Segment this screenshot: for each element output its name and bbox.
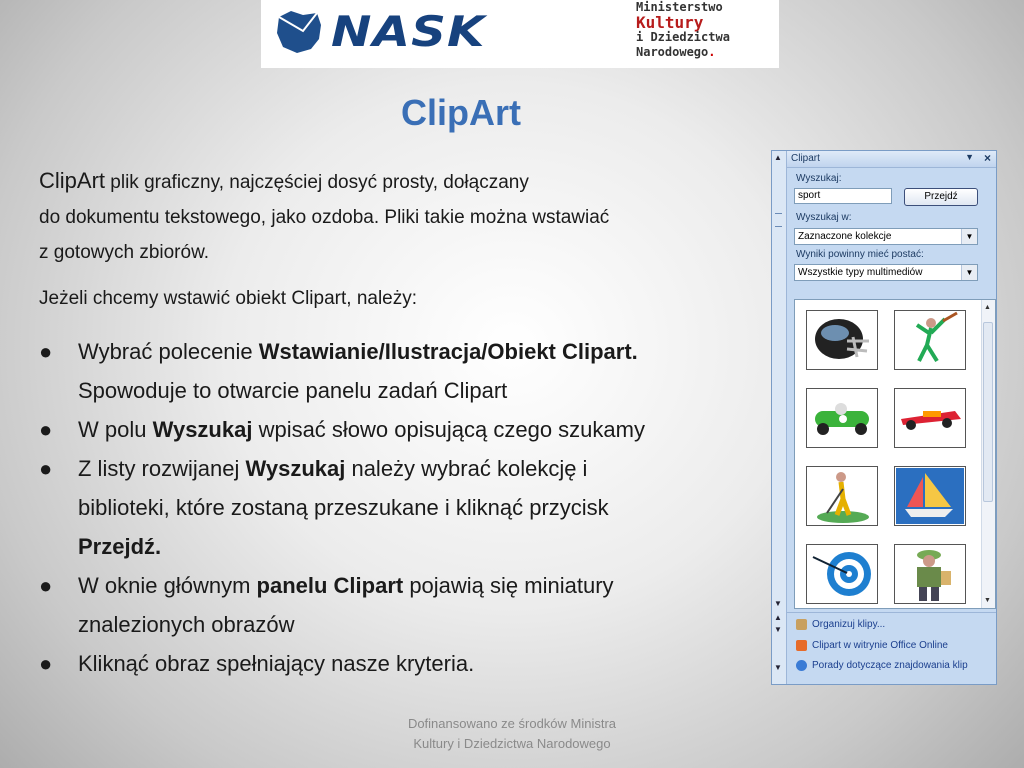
search-label: Wyszukaj: (796, 173, 842, 184)
explorer-icon (895, 545, 965, 603)
intro-term: ClipArt (39, 168, 106, 193)
chevron-down-icon[interactable]: ▼ (961, 265, 977, 280)
scroll-up-arrow-icon[interactable]: ▲ (774, 153, 782, 162)
results-scrollbar[interactable] (981, 300, 995, 608)
search-tips-link[interactable]: Porady dotyczące znajdowania klip (796, 660, 968, 671)
scroll-down-arrow-icon[interactable]: ▼ (984, 597, 991, 604)
nask-map-icon (273, 9, 325, 55)
clipart-thumb-baseball[interactable] (894, 310, 966, 370)
clipart-thumb-formula[interactable] (894, 388, 966, 448)
scroll-up-arrow-icon[interactable]: ▲ (984, 304, 991, 311)
golfer-icon (807, 467, 877, 525)
target-icon (807, 545, 877, 603)
clipart-thumb-explorer[interactable] (894, 544, 966, 604)
bullet-icon: ● (39, 417, 53, 442)
scroll-up-arrow-icon[interactable]: ▲ (774, 613, 782, 622)
clipart-thumb-sailboat[interactable] (894, 466, 966, 526)
lead-text: Jeżeli chcemy wstawić obiekt Clipart, należy: (39, 288, 418, 309)
scroll-down-arrow-icon[interactable]: ▼ (774, 625, 782, 634)
bullet-icon: ● (39, 573, 53, 598)
nask-logo (269, 3, 529, 63)
results-grid (794, 299, 996, 609)
intro-paragraph: ClipArt plik graficzny, najczęściej dosyć prosty, dołączany do dokumentu tekstowego, jako ozdoba. Pliki takie można wstawiać z gotowych zbiorów. (39, 168, 610, 263)
bullet-icon: ● (39, 339, 53, 364)
close-icon[interactable]: × (983, 151, 991, 165)
list-item: ● Z listy rozwijanej Wyszukaj należy wybrać kolekcję i biblioteki, które zostaną przeszukane i kliknąć przycisk Przejdź. (39, 449, 759, 566)
footer-note: Dofinansowano ze środków Ministra Kultury i Dziedzictwa Narodowego (407, 716, 617, 751)
bullet-icon: ● (39, 651, 53, 676)
splitter-grip-icon[interactable] (775, 213, 782, 227)
nask-wordmark: NASK (331, 7, 486, 56)
bullet-icon: ● (39, 456, 53, 481)
scroll-down-arrow-icon[interactable]: ▼ (774, 599, 782, 608)
logo-banner (261, 0, 779, 68)
race-car-icon (807, 389, 877, 447)
slide-title: ClipArt (401, 92, 521, 133)
list-item: ● W polu Wyszukaj wpisać słowo opisującą czego szukamy (39, 410, 759, 449)
panel-title: Clipart (791, 153, 820, 164)
baseball-player-icon (895, 311, 965, 369)
search-input[interactable]: sport (794, 188, 892, 204)
office-online-icon (796, 640, 807, 651)
search-in-select[interactable]: Zaznaczone kolekcje ▼ (794, 228, 978, 245)
office-online-link[interactable]: Clipart w witrynie Office Online (796, 640, 948, 651)
sailboat-icon (895, 467, 965, 525)
scroll-down-arrow-icon[interactable]: ▼ (774, 663, 782, 672)
result-type-select[interactable]: Wszystkie typy multimediów ▼ (794, 264, 978, 281)
scrollbar-thumb[interactable] (983, 322, 993, 502)
football-helmet-icon (807, 311, 877, 369)
help-icon (796, 660, 807, 671)
formula-car-icon (895, 389, 965, 447)
list-item: ● Wybrać polecenie Wstawianie/Ilustracja/Obiekt Clipart. Spowoduje to otwarcie panelu zadań Clipart (39, 332, 759, 410)
list-item: ● W oknie głównym panelu Clipart pojawią się miniatury znalezionych obrazów (39, 566, 759, 644)
search-in-label: Wyszukaj w: (796, 212, 852, 223)
clipart-thumb-golf[interactable] (806, 466, 878, 526)
panel-side-strip (772, 151, 787, 684)
organize-clips-link[interactable]: Organizuj klipy... (796, 619, 885, 630)
result-type-label: Wyniki powinny mieć postać: (796, 249, 924, 260)
clipart-thumb-helmet[interactable] (806, 310, 878, 370)
panel-menu-icon[interactable]: ▼ (965, 152, 974, 162)
ministry-logo: Ministerstwo Kultury i Dziedzictwa Narodowego. (636, 0, 730, 59)
organize-icon (796, 619, 807, 630)
chevron-down-icon[interactable]: ▼ (961, 229, 977, 244)
instruction-list (39, 332, 759, 683)
clipart-thumb-target[interactable] (806, 544, 878, 604)
panel-divider (787, 612, 996, 613)
clipart-thumb-car[interactable] (806, 388, 878, 448)
list-item: ● Kliknąć obraz spełniający nasze kryteria. (39, 644, 759, 683)
go-button[interactable]: Przejdź (904, 188, 978, 206)
clipart-panel (771, 150, 997, 685)
panel-header (787, 151, 996, 168)
